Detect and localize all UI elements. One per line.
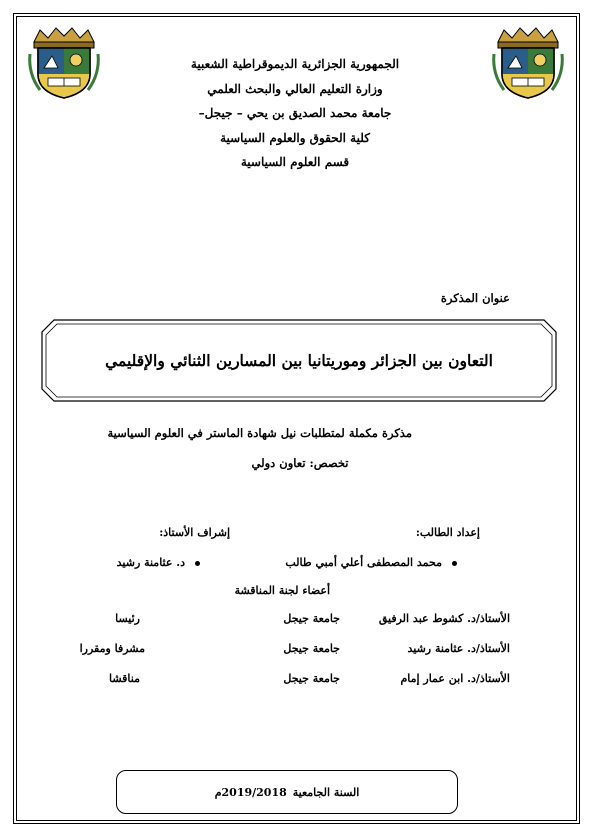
committee-member-university: جامعة جيجل [283, 672, 340, 685]
academic-year-label: السنة الجامعية [292, 785, 360, 799]
committee-member-role: مشرفا ومقررا [79, 642, 145, 655]
academic-year-box [116, 770, 458, 814]
committee-member-name: الأستاذ/د. ابن عمار إمام [400, 672, 510, 685]
department-name: قسم العلوم السياسية [240, 155, 350, 169]
supervisor-name: د. عثامنة رشيد [116, 556, 185, 569]
ministry-name: وزارة التعليم العالي والبحث العلمي [207, 81, 383, 96]
title-box [40, 318, 558, 403]
committee-member-name: الأستاذ/د. كشوط عبد الرفيق [378, 612, 510, 625]
thesis-title: التعاون بين الجزائر وموريتانيا بين المسارين الثنائي والإقليمي [105, 351, 493, 370]
committee-member-university: جامعة جيجل [283, 642, 340, 655]
committee-member-university: جامعة جيجل [283, 612, 340, 625]
faculty-name: كلية الحقوق والعلوم السياسية [220, 130, 370, 145]
memo-title-label: عنوان المذكرة [440, 291, 510, 305]
committee-member-role: رئيسا [115, 612, 140, 625]
prepared-by-label: إعداد الطالب: [415, 526, 480, 539]
institution-header [150, 52, 440, 175]
committee-label: أعضاء لجنة المناقشة [234, 584, 330, 597]
supervision-label: إشراف الأستاذ: [159, 526, 230, 539]
specialty: تخصص: تعاون دولي [251, 456, 349, 470]
university-name: جامعة محمد الصديق بن يحي – جيجل– [198, 106, 392, 120]
committee-member-role: مناقشا [109, 672, 140, 685]
country-name: الجمهورية الجزائرية الديموقراطية الشعبية [190, 57, 400, 71]
student-name: محمد المصطفى أعلي أمبي طالب [285, 556, 442, 569]
student-bullet [452, 561, 457, 566]
committee-member-name: الأستاذ/د. عثامنة رشيد [407, 642, 510, 655]
university-crest-icon [490, 24, 566, 100]
university-crest-icon [26, 24, 102, 100]
thesis-subtitle: مذكرة مكملة لمتطلبات نيل شهادة الماستر في العلوم السياسية [107, 426, 412, 440]
academic-year-value: 2019/2018م [214, 785, 287, 799]
supervisor-bullet [195, 561, 200, 566]
